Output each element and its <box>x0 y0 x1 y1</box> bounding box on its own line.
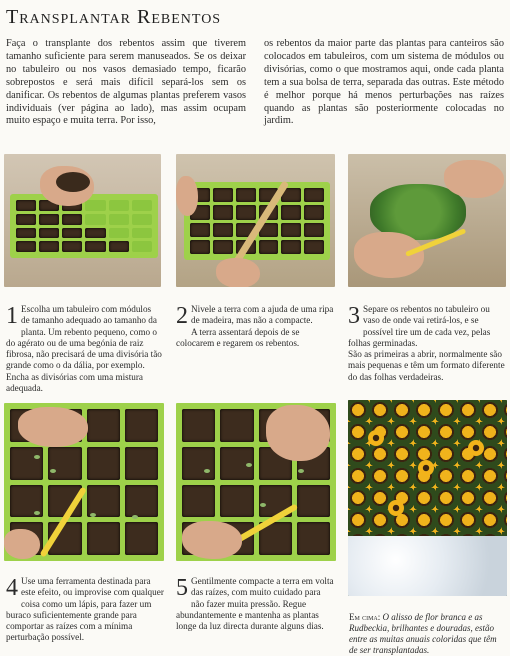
step-text: Nivele a terra com a ajuda de uma ripa de madeira, mas não a compacte. <box>191 304 334 326</box>
step-number: 1 <box>6 303 18 329</box>
seedling <box>260 503 266 507</box>
step-text: Separe os rebentos no tabuleiro ou vaso de onde vai retirá-los, e se possível tire um de cada vez, pelas folhas germinadas. <box>348 304 491 348</box>
hand <box>444 160 504 198</box>
rudbeckia-flower <box>468 440 484 456</box>
hand <box>266 405 330 461</box>
photo-caption <box>349 612 507 656</box>
hand <box>4 529 40 559</box>
photo-step-1 <box>4 154 161 287</box>
photo-step-4 <box>4 403 164 561</box>
seed-tray <box>10 194 158 258</box>
step-number: 4 <box>6 575 18 601</box>
hand <box>182 521 242 559</box>
step-text-2: São as primeiras a abrir, normalmente são mais pequenas e têm um formato diferente do das folhas verdadeiras. <box>348 349 505 382</box>
step-caption-1 <box>6 304 162 394</box>
seedling <box>50 469 56 473</box>
soil-handful <box>56 172 90 192</box>
alyssum-flowers <box>348 536 507 596</box>
step-number: 5 <box>176 575 188 601</box>
intro-left: Faça o transplante dos rebentos assim que tiverem tamanho suficiente para serem manuseados. Se os deixar no tabuleiro ou nos vasos demasiado tempo, ficarão sobrepostos e será mais difícil separá-los sem os danificar. Os rebentos de algumas plantas preferem vasos individuais (ver página ao lado), mas assim ocupam muito espaço e muita terra. Por isso, <box>6 38 246 127</box>
step-text: Use uma ferramenta destinada para este efeito, ou improvise com qualquer coisa como um lápis, para fazer um buraco suficientemente grande para comportar as raízes com a mínima perturbação possível. <box>6 576 164 643</box>
seedling <box>132 515 138 519</box>
hand <box>354 232 424 278</box>
hand <box>18 407 88 447</box>
step-text: Escolha um tabuleiro com módulos de tamanho adequado ao tamanho da planta. Um rebento pequeno, como o do agérato ou de uma begónia de raiz fibrosa, não precisará de uma divisória tão grande como o da dália, por exemplo. Encha as divisórias com uma mistura adequada. <box>6 304 162 394</box>
step-caption-3 <box>348 304 506 383</box>
rudbeckia-flower <box>418 460 434 476</box>
step-text: Gentilmente compacte a terra em volta das raízes, com muito cuidado para não fazer muita pressão. Regue abundantemente e mantenha as plantas longe da luz directa durante alguns dias. <box>176 576 334 632</box>
step-number: 2 <box>176 303 188 329</box>
hand <box>216 258 260 287</box>
step-caption-5 <box>176 576 336 632</box>
seedling <box>34 511 40 515</box>
seedling <box>90 513 96 517</box>
hand <box>176 176 198 216</box>
intro-right: os rebentos da maior parte das plantas para canteiros são colocados em tabuleiros, com um sistema de módulos ou divisórias, como o que mostramos aqui, onde cada planta tem a sua bolsa de terra, separada das outras. Este método é melhor porque há menos perturbações nas raízes quando as plantas são posteriormente colocadas no jardim. <box>264 38 504 127</box>
step-text-2: A terra assentará depois de se colocarem e regarem os rebentos. <box>176 326 300 348</box>
step-caption-4 <box>6 576 164 644</box>
photo-step-2 <box>176 154 335 287</box>
seedling <box>298 469 304 473</box>
seedling <box>34 455 40 459</box>
photo-flowers <box>348 400 507 596</box>
seedling <box>246 463 252 467</box>
seedling <box>204 469 210 473</box>
page-title: Transplantar Rebentos <box>6 6 222 28</box>
photo-step-5 <box>176 403 336 561</box>
rudbeckia-flower <box>368 430 384 446</box>
step-number: 3 <box>348 303 360 329</box>
step-caption-2 <box>176 304 334 349</box>
caption-text: O alisso de flor branca e as Rudbeckia, brilhantes e douradas, estão entre as muitas anuais coloridas que têm de ser transplantadas. <box>349 612 497 655</box>
photo-step-3 <box>348 154 506 287</box>
caption-label: Em cima: <box>349 612 381 622</box>
rudbeckia-flower <box>388 500 404 516</box>
